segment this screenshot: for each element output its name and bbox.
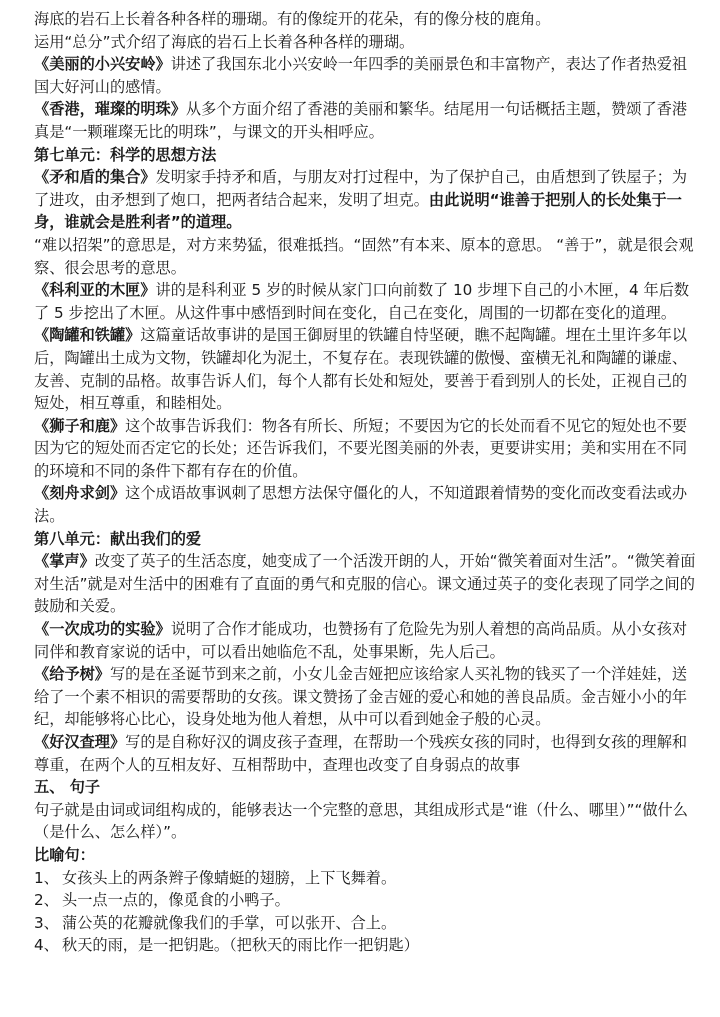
paragraph-text: 写的是在圣诞节到来之前，小女儿金吉娅把应该给家人买礼物的钱买了一个洋娃娃，送给了一个素不相识的需要帮助的女孩。课文赞扬了金吉娅的爱心和她的善良品质。金吉娅小小的年纪，却能够将心比心，设身处地为他人着想，从中可以看到她金子般的心灵。 [34,665,688,729]
lesson-title: 《美丽的小兴安岭》 [34,55,171,74]
emphasized-text: 由此说明“谁善于把别人的长处集于一身，谁就会是胜利者”的道理。 [34,190,682,232]
body-paragraph [34,98,698,143]
paragraph-text: 讲的是科利亚 5 岁的时候从家门口向前数了 10 步埋下自己的小木匣，4 年后数了 5 步挖出了木匣。从这件事中感悟到时间在变化，自己在变化，周围的一切都在变化的道理。 [34,281,690,322]
lesson-title: 《给予树》 [34,665,110,684]
body-paragraph [34,324,698,414]
section-heading: 第七单元：科学的思想方法 [34,145,217,164]
simile-list [34,867,698,957]
list-number: 1、 [34,868,59,887]
simile-text: 女孩头上的两条辫子像蜻蜓的翅膀，上下飞舞着。 [62,868,397,887]
body-paragraph [34,482,698,527]
lesson-title: 《科利亚的木匣》 [34,281,156,300]
lesson-title: 《一次成功的实验》 [34,620,171,639]
list-number: 4、 [34,936,59,955]
body-paragraph [34,799,698,844]
paragraph-text: “难以招架”的意思是，对方来势猛，很难抵挡。“固然”有本来、原本的意思。 “善于”，就是很会观察、很会思考的意思。 [34,235,694,277]
list-number: 2、 [34,891,59,910]
paragraph-text: 运用“总分”式介绍了海底的岩石上长着各种各样的珊瑚。 [34,32,415,51]
lesson-title: 《矛和盾的集合》 [34,168,156,187]
paragraph-text: 这个故事告诉我们：物各有所长、所短；不要因为它的长处而看不见它的短处也不要因为它的短处而否定它的长处；还告诉我们，不要光图美丽的外表，更要讲实用；美和实用在不同的环境和不同的条件下都有存在的价值。 [34,416,688,480]
paragraph-text: 从多个方面介绍了香港的美丽和繁华。结尾用一句话概括主题，赞颂了香港真是“一颗璀璨无比的明珠”，与课文的开头相呼应。 [34,100,688,141]
body-paragraph [34,234,698,279]
lesson-title: 《好汉查理》 [34,733,126,751]
paragraph-text: 说明了合作才能成功，也赞扬有了危险先为别人着想的高尚品质。从小女孩对同伴和教育家说的话中，可以看出她临危不乱，处事果断，先人后己。 [34,620,688,661]
paragraph-list [34,8,698,867]
body-paragraph [34,279,698,324]
body-paragraph [34,166,698,234]
paragraph-text: 改变了英子的生活态度，她变成了一个活泼开朗的人，开始“微笑着面对生活”。“微笑着面对生活”就是对生活中的困难有了直面的勇气和克服的信心。课文通过英子的变化表现了同学之间的鼓励和关爱。 [34,552,696,616]
simile-item [34,934,698,957]
body-paragraph [34,618,698,663]
paragraph-text: 句子就是由词或词组构成的，能够表达一个完整的意思，其组成形式是“谁（什么、哪里）”“做什么（是什么、怎么样）”。 [34,800,688,842]
body-paragraph [34,731,698,776]
lesson-title: 《刻舟求剑》 [34,484,126,503]
simile-text: 秋天的雨，是一把钥匙。（把秋天的雨比作一把钥匙） [62,936,419,955]
lesson-title: 《狮子和鹿》 [34,416,126,435]
section-heading: 第八单元：献出我们的爱 [34,529,202,548]
section-heading: 比喻句： [34,845,95,864]
body-paragraph [34,31,698,54]
paragraph-text: 这篇童话故事讲的是国王御厨里的铁罐自恃坚硬，瞧不起陶罐。埋在土里许多年以后，陶罐出土成为文物，铁罐却化为泥土，不复存在。表现铁罐的傲慢、蛮横无礼和陶罐的谦虚、友善、克制的品格。故事告诉人们，每个人都有长处和短处，要善于看到别人的长处，正视自己的短处，相互尊重，和睦相处。 [34,326,688,413]
section-heading: 五、 句子 [34,778,101,797]
simile-item [34,867,698,890]
paragraph-text: 这个成语故事讽刺了思想方法保守僵化的人，不知道跟着情势的变化而改变看法或办法。 [34,484,688,526]
body-paragraph [34,53,698,98]
paragraph-text: 讲述了我国东北小兴安岭一年四季的美丽景色和丰富物产，表达了作者热爱祖国大好河山的感情。 [34,55,688,96]
simile-text: 蒲公英的花瓣就像我们的手掌，可以张开、合上。 [62,913,397,932]
body-paragraph [34,550,698,618]
lesson-title: 《掌声》 [34,552,95,571]
body-paragraph [34,415,698,483]
simile-text: 头一点一点的，像觅食的小鸭子。 [62,891,290,910]
paragraph-text: 发明家手持矛和盾，与朋友对打过程中，为了保护自己，由盾想到了铁屋子；为了进攻，由矛想到了炮口，把两者结合起来，发明了坦克。 [34,168,688,209]
lesson-title: 《香港，璀璨的明珠》 [34,100,186,119]
body-paragraph [34,8,698,31]
paragraph-text: 写的是自称好汉的调皮孩子查理，在帮助一个残疾女孩的同时，也得到女孩的理解和尊重，在两个人的互相友好、互相帮助中，查理也改变了自身弱点的故事 [34,733,688,774]
simile-item [34,912,698,935]
lesson-title: 《陶罐和铁罐》 [34,326,141,345]
simile-item [34,889,698,912]
paragraph-text: 海底的岩石上长着各种各样的珊瑚。有的像绽开的花朵，有的像分枝的鹿角。 [34,10,551,28]
body-paragraph [34,663,698,731]
list-number: 3、 [34,913,59,932]
